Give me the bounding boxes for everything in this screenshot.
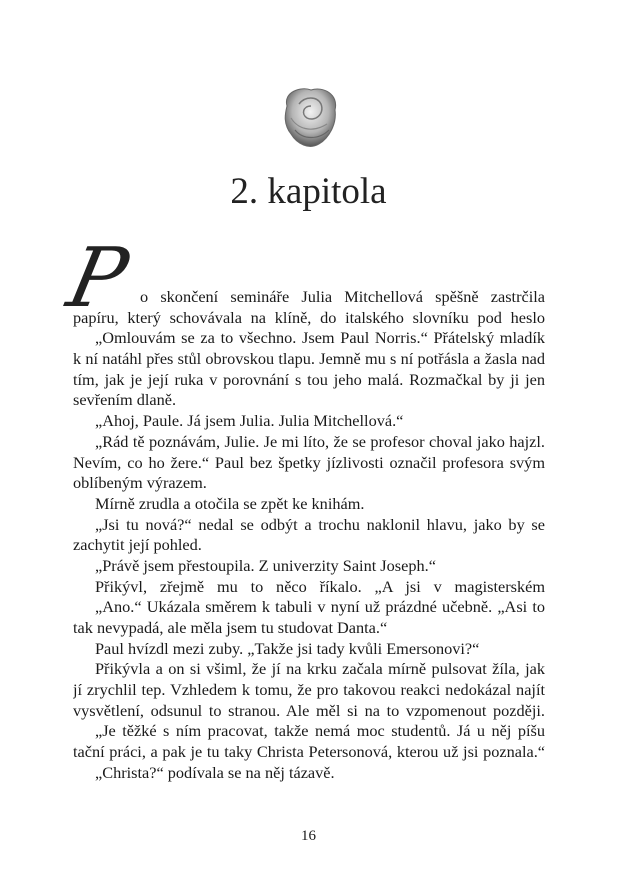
text-line-content: „Ano.“ Ukázala směrem k tabuli v nyní už prázdné učebně. „Asi to	[95, 597, 545, 617]
text-line	[73, 721, 545, 742]
text-line-content: o skončení semináře Julia Mitchellová spěšně zastrčila	[140, 287, 545, 306]
text-line-content: „Je těžké s ním pracovat, takže nemá moc studentů. Já u něj píšu	[95, 721, 545, 741]
text-line	[73, 618, 545, 639]
text-line	[73, 556, 545, 577]
text-line-content: Nevím, co ho žere.“ Paul bez špetky jízlivosti označil profesora svým	[73, 452, 545, 472]
text-line-content: vysvětlení, odsunul to stranou. Ale měl si na to vzpomenout později.	[73, 700, 545, 720]
text-line	[73, 597, 545, 618]
text-line-content: Mírně zrudla a otočila se zpět ke knihám.	[95, 493, 365, 513]
chapter-title: 2. kapitola	[230, 171, 387, 212]
text-line	[73, 308, 545, 329]
text-line	[73, 370, 545, 391]
text-line-content: sevřením dlaně.	[73, 390, 177, 410]
text-line-content: tak nevypadá, ale měla jsem tu studovat Danta.“	[73, 618, 388, 637]
text-line-content: „Jsi tu nová?“ nedal se odbýt a trochu naklonil hlavu, jako by se	[95, 514, 545, 534]
page-number: 16	[301, 828, 316, 844]
text-line-content: „Christa?“ podívala se na něj tázavě.	[95, 762, 335, 782]
text-line-content: papíru, který schovávala na klíně, do italského slovníku pod heslo	[73, 307, 545, 327]
text-line	[73, 515, 545, 536]
text-line	[73, 659, 545, 680]
text-line	[73, 577, 545, 598]
text-line-content: „Rád tě poznávám, Julie. Je mi líto, že se profesor choval jako hajzl.	[95, 431, 545, 451]
text-line-content: jí zrychlil tep. Vzhledem k tomu, že pro takovou reakci nedokázal najít	[73, 680, 545, 700]
text-line	[73, 680, 545, 701]
text-line-content: Paul hvízdl mezi zuby. „Takže jsi tady kvůli Emersonovi?“	[95, 638, 480, 658]
body-text	[73, 287, 545, 784]
text-line	[73, 390, 545, 411]
text-line-content: oblíbeným výrazem.	[73, 473, 207, 493]
text-line-content: Přikývla a on si všiml, že jí na krku začala mírně pulsovat žíla, jak	[95, 659, 545, 679]
text-line	[73, 473, 545, 494]
text-line-content: „Právě jsem přestoupila. Z univerzity Saint Joseph.“	[95, 555, 436, 575]
text-line	[73, 701, 545, 722]
text-line	[73, 411, 545, 432]
text-line	[73, 349, 545, 370]
text-line	[73, 287, 545, 308]
text-line-content: zachytit její pohled.	[73, 535, 202, 555]
text-line	[73, 763, 545, 784]
text-line	[73, 432, 545, 453]
drop-cap: P	[60, 231, 136, 326]
text-line-content: „Ahoj, Paule. Já jsem Julia. Julia Mitchellová.“	[95, 411, 404, 431]
rose-ornament-icon	[279, 84, 341, 150]
text-line	[73, 742, 545, 763]
text-line-content: k ní natáhl přes stůl obrovskou tlapu. Jemně mu s ní potřásla a žasla nad	[73, 349, 545, 369]
text-line-content: tační práci, a pak je tu taky Christa Petersonová, kterou už jsi poznala.“	[73, 742, 545, 762]
text-line	[73, 639, 545, 660]
text-line-content: „Omlouvám se za to všechno. Jsem Paul Norris.“ Přátelský mladík	[95, 328, 545, 348]
text-line	[73, 494, 545, 515]
text-line-content: tím, jak je její ruka v porovnání s tou jeho malá. Rozmačkal by ji jen	[73, 369, 545, 389]
text-line	[73, 453, 545, 474]
text-line	[73, 328, 545, 349]
text-line	[73, 535, 545, 556]
text-line-content: Přikývl, zřejmě mu to něco říkalo. „A jsi v magisterském	[95, 576, 545, 596]
